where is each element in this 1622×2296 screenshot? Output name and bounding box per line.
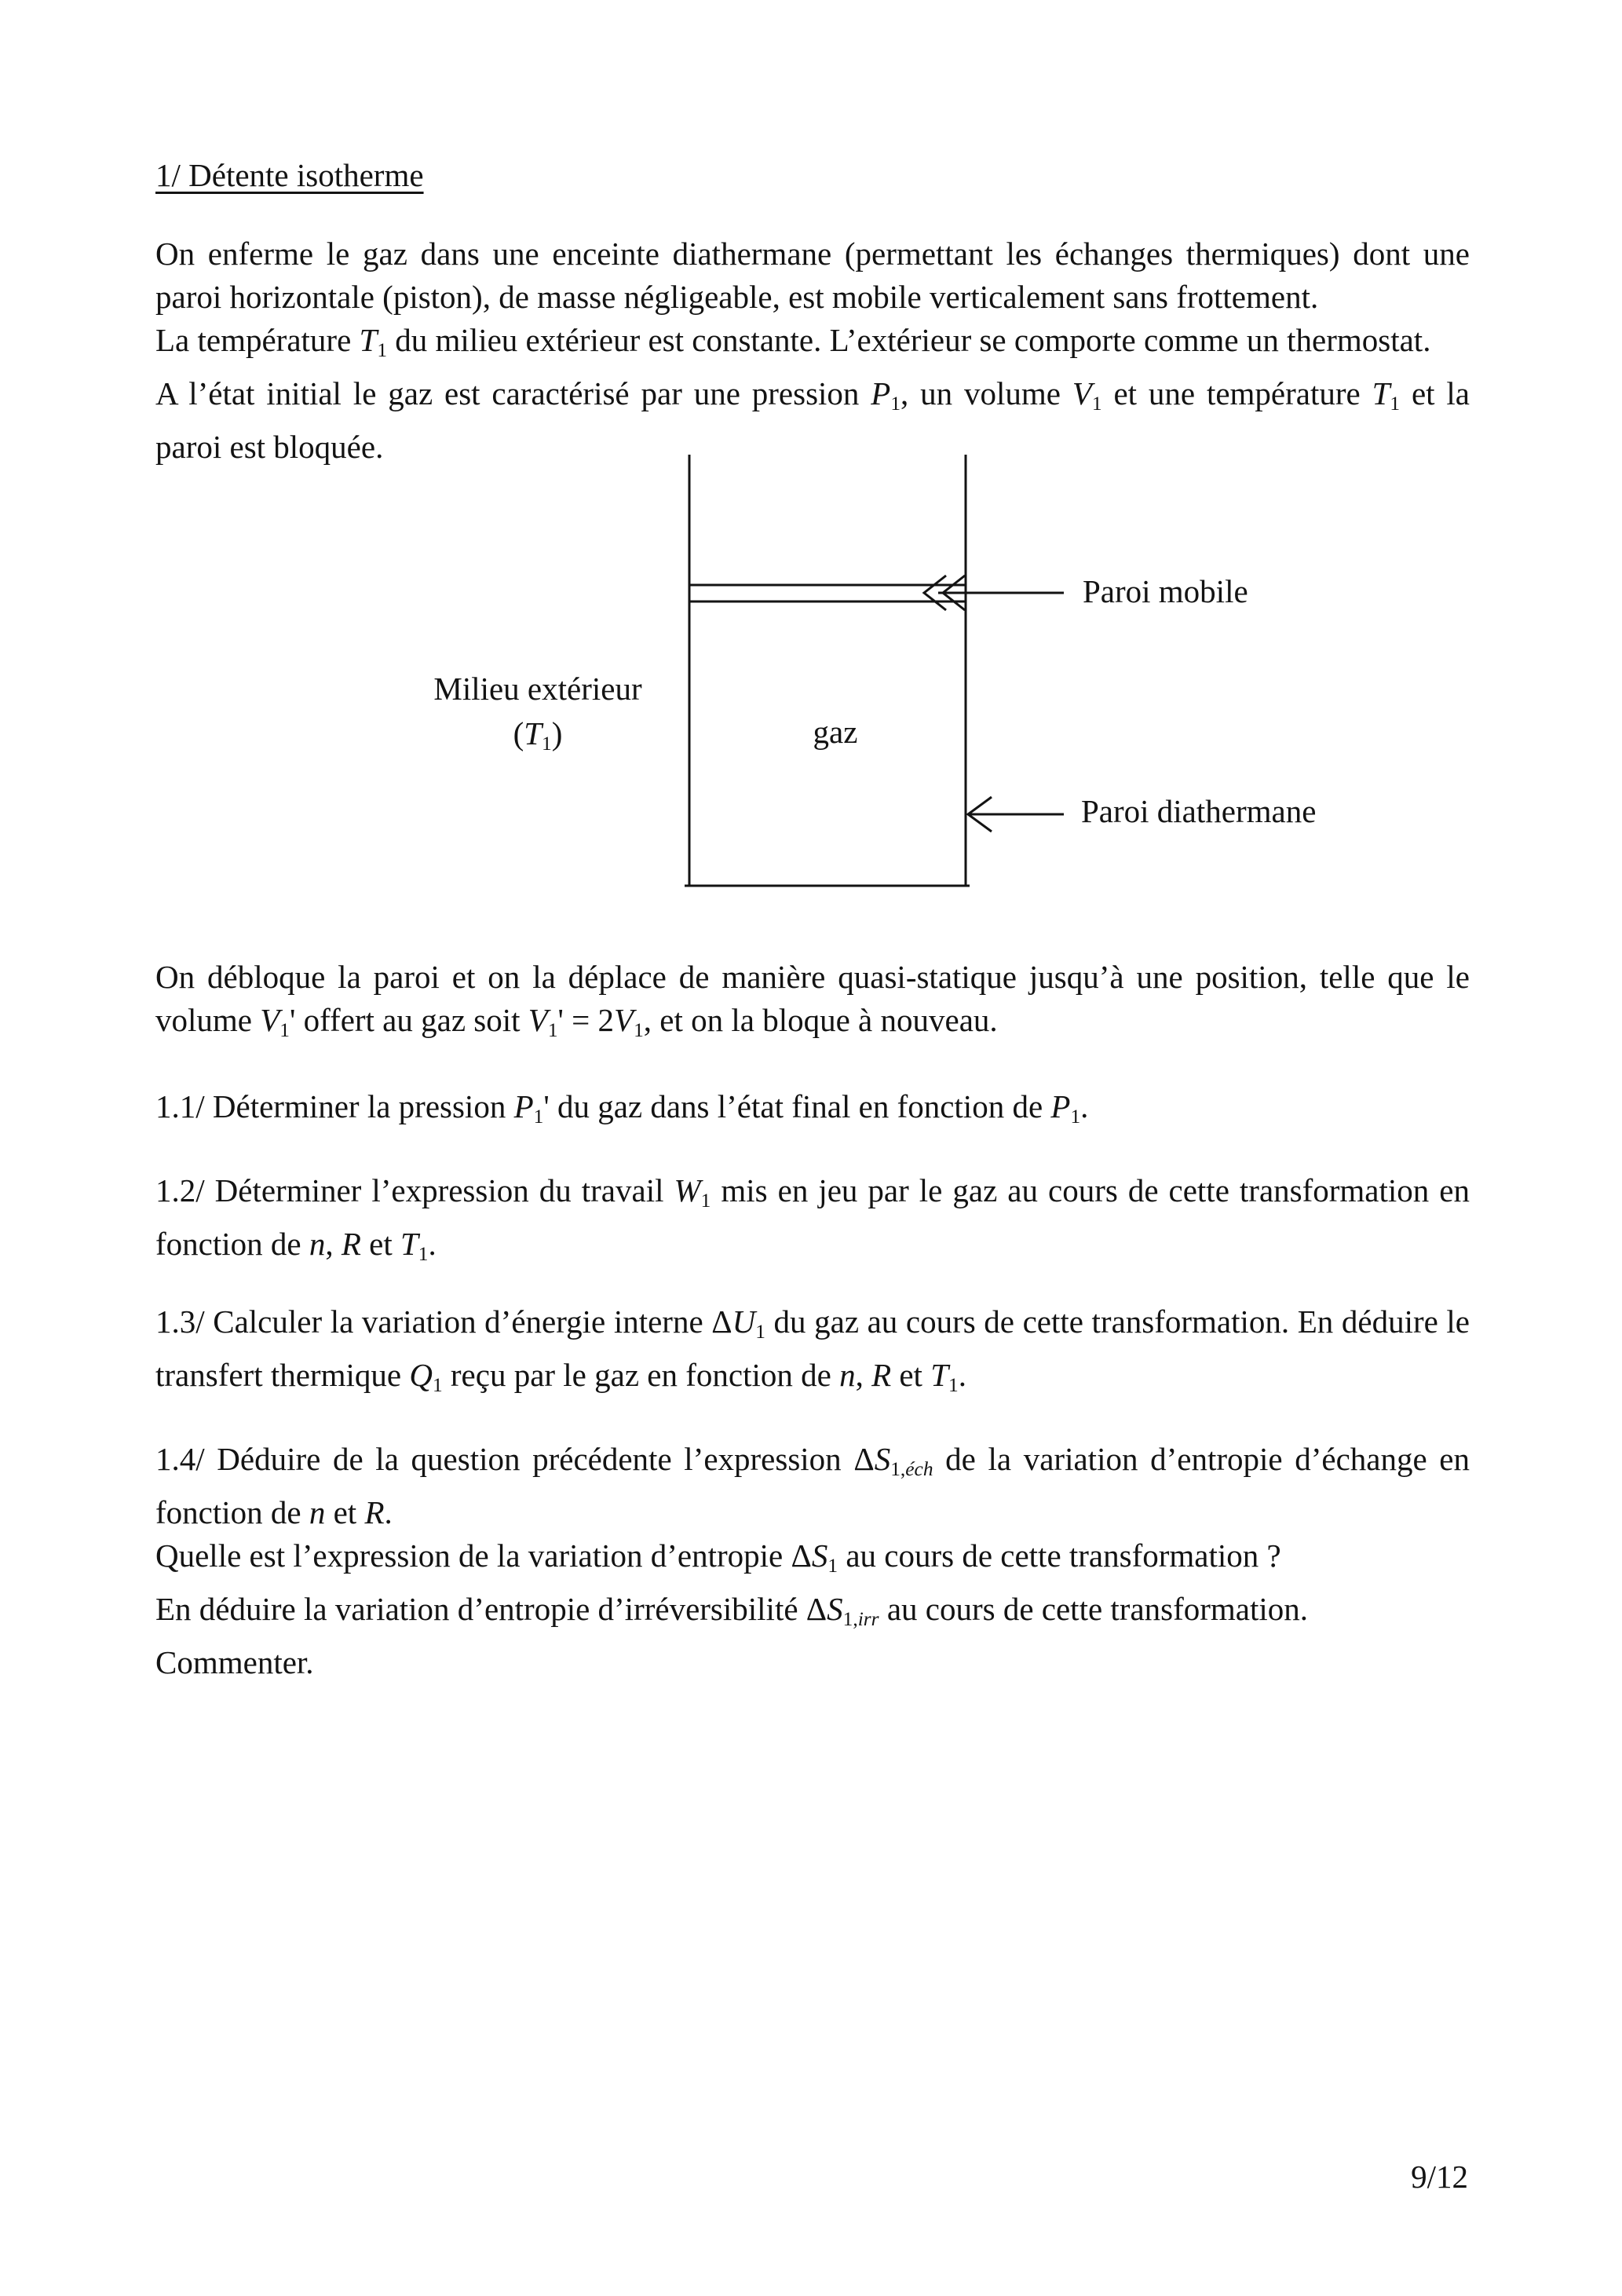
section-title: 1/ Détente isotherme — [155, 157, 424, 193]
page-number: 9/12 — [1411, 2159, 1468, 2195]
paragraph-temperature: La température T1 du milieu extérieur est constante. L’extérieur se comporte comme un thermostat. — [155, 322, 1431, 361]
question-1-2: 1.2/ Déterminer l’expression du travail W1 mis en jeu par le gaz au cours de cette transformation en fonction de n, R et T1. — [155, 1172, 1470, 1265]
intro-block — [155, 232, 1470, 469]
question-1-3: 1.3/ Calculer la variation d’énergie interne ΔU1 du gaz au cours de cette transformation. En déduire le transfert thermique Q1 reçu par le gaz en fonction de n, R et T1. — [155, 1303, 1470, 1396]
paragraph-enceinte: On enferme le gaz dans une enceinte diathermane (permettant les échanges thermiques) dont une paroi horizontale (piston), de masse négligeable, est mobile verticalement sans frottement. — [155, 236, 1470, 315]
question-1-4-entropie: Quelle est l’expression de la variation d’entropie ΔS1 au cours de cette transformation ? — [155, 1537, 1281, 1577]
paroi-diathermane-label: Paroi diathermane — [1081, 793, 1317, 829]
milieu-t1-text: (T1) — [513, 715, 563, 755]
paragraph-debloque: On débloque la paroi et on la déplace de manière quasi-statique jusqu’à une position, telle que le volume V1' offert au gaz soit V1' = 2V1, et on la bloque à nouveau. — [155, 959, 1470, 1041]
paragraph-etat-initial: A l’état initial le gaz est caractérisé par une pression P1, un volume V1 et une température T1 et la paroi est bloquée. — [155, 375, 1470, 465]
piston-cylinder-diagram — [674, 446, 1085, 897]
question-1-4: 1.4/ Déduire de la question précédente l’expression ΔS1,éch de la variation d’entropie d’échange en fonction de n et R. — [155, 1441, 1470, 1530]
question-1-1: 1.1/ Déterminer la pression P1' du gaz dans l’état final en fonction de P1. — [155, 1088, 1089, 1128]
gaz-label: gaz — [813, 714, 858, 750]
question-1-4-block — [155, 1438, 1470, 1684]
question-1-4-commenter: Commenter. — [155, 1643, 314, 1680]
milieu-exterieur-label — [420, 670, 656, 762]
question-1-4-irreversibilite: En déduire la variation d’entropie d’irréversibilité ΔS1,irr au cours de cette transformation. — [155, 1590, 1309, 1630]
milieu-exterieur-text: Milieu extérieur — [433, 671, 642, 707]
paroi-mobile-label: Paroi mobile — [1083, 573, 1248, 609]
